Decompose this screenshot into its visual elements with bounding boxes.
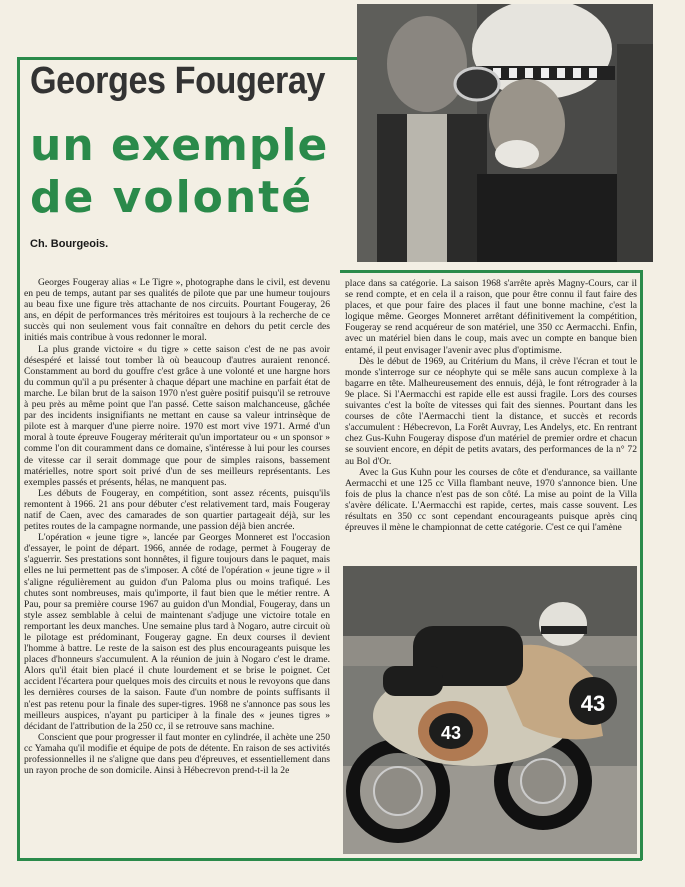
paragraph: Avec la Gus Kuhn pour les courses de côte et d'endurance, sa vaillante Aermacchi et une 125 cc Villa flambant neuve, 1970 s'annonce bien. Une fois de plus la chance n'est pas de son côté. La mise au point de la Villa s'avère délicate. L'Aermacchi est rapide, certes, mais casse souvent. Les résultats en 350 cc sont cependant encourageants puisque après cinq épreuves il mène le championnat de cette catégorie. C'est ce qui l'amène — [345, 466, 637, 534]
race-number-side: 43 — [440, 723, 462, 743]
photo-rider-racing — [343, 566, 637, 854]
article-title-line1: un exemple — [30, 120, 329, 171]
green-rule-bottom — [17, 858, 642, 861]
paragraph: Les débuts de Fougeray, en compétition, sont assez récents, puisqu'ils remontent à 1966. 21 ans pour débuter c'est relativement tard, mais Fougeray natif de Caen, avec des camarades de son quartier partageait déjà, sur les petites routes de la campagne normande, une passion déjà bien ancrée. — [24, 487, 330, 533]
paragraph: Georges Fougeray alias « Le Tigre », photographe dans le civil, est devenu en peu de temps, autant par ses qualités de pilote que par une humeur toujours au beau fixe une figure très attachante de nos circuits. Pourtant Fougeray, 26 ans, en dépit de performances très méritoires est toujours à la recherche de ce succès qui non seulement vous fait connaître en dehors du petit cercle des initiés mais contribue à vous redonner le moral. — [24, 277, 330, 344]
green-rule-right — [640, 270, 643, 860]
rider-racing-image — [343, 566, 637, 854]
paragraph: La plus grande victoire « du tigre » cette saison c'est de ne pas avoir désespéré et laissé tout tomber là où beaucoup d'autres auraient renoncé. Constamment au bord du gouffre c'est grâce à une volonté et une hargne hors du commun qu'il a pu présenter à chaque départ une machine en parfait état de marche. Le bilan brut de la saison 1970 n'est guère positif puisqu'il se retrouve à peu près au même point que l'an passé. Cette saison malchanceuse, gâchée par des incidents insignifiants ne mettant en cause sa valeur intrinsèque de pilote est à marquer d'une pierre noire. 1970 est mort vive 1971. Armé d'un moral à toute épreuve Fougeray mériterait qu'un importateur ou « un sponsor » comme l'on dit couramment dans ce domaine, s'intéresse à lui pour les courses de vitesse car il serait dommage que pour de simples raisons, bassement matérielles, notre sport soit privé d'un de ses meilleurs représentants. Les exemples passés et présents, hélas, ne manquent pas. — [24, 343, 330, 488]
article-title-name: Georges Fougeray — [30, 60, 325, 102]
article-title-line2: de volonté — [30, 172, 314, 223]
green-rule-middle — [340, 270, 642, 273]
green-rule-left — [17, 57, 20, 860]
rider-portrait-image — [357, 4, 653, 262]
paragraph: L'opération « jeune tigre », lancée par Georges Monneret est l'occasion d'essayer, le point de départ. 1966, année de rodage, permet à Fougeray de s'aguerrir. Ses prestations sont honnêtes, il figure toujours dans le paquet, mais elles ne lui permettent pas de s'imposer. A côté de l'opération « jeune tigre » il s'aligne régulièrement au guidon d'un Paloma plus ou moins trafiqué. Les chutes sont nombreuses, mais qu'importe, il faut bien que le métier rentre. A Pau, pour sa première course 1967 au guidon d'un Mondial, Fougeray, dans un style assez semblable à celui de maintenant s'adjuge une victoire totale en remportant les deux manches. Une semaine plus tard à Nogaro, autre circuit où le pilotage est prédominant, Fougeray gagne. En deux courses il devient l'homme à battre. Le reste de la saison est des plus encourageants puisque les places d'honneurs s'accumulent. A la réunion de juin à Nogaro c'est le drame. Alors qu'il était bien placé il chute lourdement et se brise le poignet. Cet accident l'écartera pour quelques mois des circuits et nous le revoyons que dans les dernières courses de la saison. Faute d'un nombre de points suffisants il n'est pas retenu pour la finale des super-tigres. 1968 ne s'annonce pas sous les meilleurs auspices, n'ayant pu participer à la finale des « jeunes tigres » décidant de l'attribution de la 250 cc, il se retrouve sans machine. — [24, 532, 330, 732]
paragraph: place dans sa catégorie. La saison 1968 s'arrête après Magny-Cours, car il se rend compte, et en cela il a raison, que pour être connu il faut faire des places, et que pour faire des places il faut une bonne machine, c'est la logique même. Georges Monneret arrêtant définitivement la compétition, Fougeray se rend acquéreur de son matériel, une 350 cc Aermacchi. Enfin, avec un matériel bien dans le coup, mais avec un compte en banque bien entamé, il peut envisager l'avenir avec plus d'optimisme. — [345, 278, 637, 356]
paragraph: Conscient que pour progresser il faut monter en cylindrée, il achète une 250 cc Yamaha qu'il modifie et équipe de pots de détente. En raison de ses activités professionnelles il ne s'aligne que dans peu d'épreuves, et essentiellement dans un rayon proche de son domicile. Ainsi à Hébecrevon prend-t-il la 2e — [24, 731, 330, 777]
article-column-left — [24, 277, 330, 776]
photo-rider-portrait — [357, 4, 653, 262]
race-number-front: 43 — [580, 691, 606, 716]
paragraph: Dès le début de 1969, au Critérium du Mans, il crève l'écran et tout le monde s'interroge sur ce néophyte qui se mêle sans aucun complexe à la bagarre en tête. Malheureusement des ennuis, déjà, le font rétrograder à la 9e place. Si l'Aermacchi est rapide elle est aussi fragile. Lors des courses suivantes c'est la boîte de vitesses qui fait des siennes. Pourtant dans les courses de côte l'Aermacchi tient la distance, et succès et records s'accumulent : Hébecrevon, La Forêt Auvray, Les Andelys, etc. En rentrant chez Gus-Kuhn Fougeray dispose d'un matériel de premier ordre et chacun se souvient encore, en dépit de petits avatars, des performances de la n° 72 au Bol d'Or. — [345, 355, 637, 467]
article-author: Ch. Bourgeois. — [30, 238, 109, 250]
article-column-right — [345, 278, 637, 533]
